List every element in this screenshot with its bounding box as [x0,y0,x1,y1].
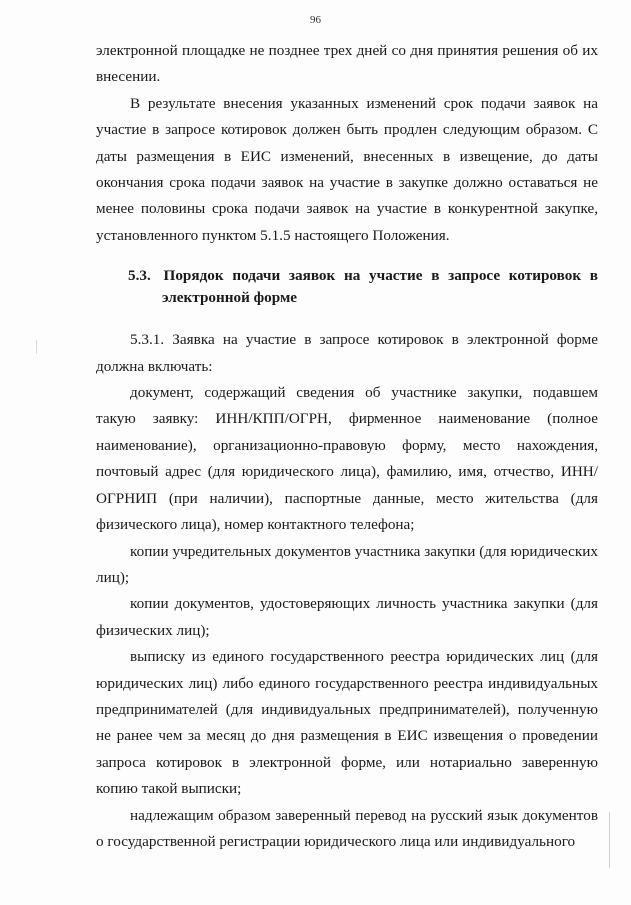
document-body [96,38,598,855]
list-item-translation: надлежащим образом заверенный перевод на русский язык документов о государственной регистрации юридического лица или индивидуального [96,806,598,850]
paragraph-deadline-extension: В результате внесения указанных изменений срок подачи заявок на участие в запросе котировок должен быть продлен следующим образом. С даты размещения в ЕИС изменений, внесенных в извещение, до даты окончания срока подачи заявок на участие в закупке должно оставаться не менее половины срока подачи заявок на участие в конкурентной закупке, установленного пунктом 5.1.5 настоящего Положения. [96,94,598,244]
list-item-identity-docs: копии документов, удостоверяющих личность участника закупки (для физических лиц); [96,595,598,639]
list-item-participant-info: документ, содержащий сведения об участнике закупки, подавшем такую заявку: ИНН/КПП/ОГРН, фирменное наименование (полное наименование), организационно-правовую форму, место нахождения, почтовый адрес (для юридического лица), фамилию, имя, отчество, ИНН/ОГРНИП (при наличии), паспортные данные, место жительства (для физического лица), номер контактного телефона; [96,384,598,534]
paragraph-continuation: электронной площадке не позднее трех дней со дня принятия решения об их внесении. [96,42,598,86]
section-title: Порядок подачи заявок на участие в запросе котировок в электронной форме [162,267,598,307]
scan-artifact-right [609,812,610,868]
list-item-registry-extract: выписку из единого государственного реестра юридических лиц (для юридических лиц) либо единого государственного реестра индивидуальных предпринимателей (для индивидуальных предпринимателей), полученную не ранее чем за месяц до дня размещения в ЕИС извещения о проведении запроса котировок в электронной форме, или нотариально заверенную копию такой выписки; [96,648,598,798]
scan-artifact-left [36,340,37,354]
page-number: 96 [310,14,321,26]
clause-5-3-1: 5.3.1. Заявка на участие в запросе котировок в электронной форме должна включать: [96,331,598,375]
section-heading [96,265,598,309]
section-number: 5.3. [128,267,151,285]
list-item-founding-docs: копии учредительных документов участника закупки (для юридических лиц); [96,542,598,586]
